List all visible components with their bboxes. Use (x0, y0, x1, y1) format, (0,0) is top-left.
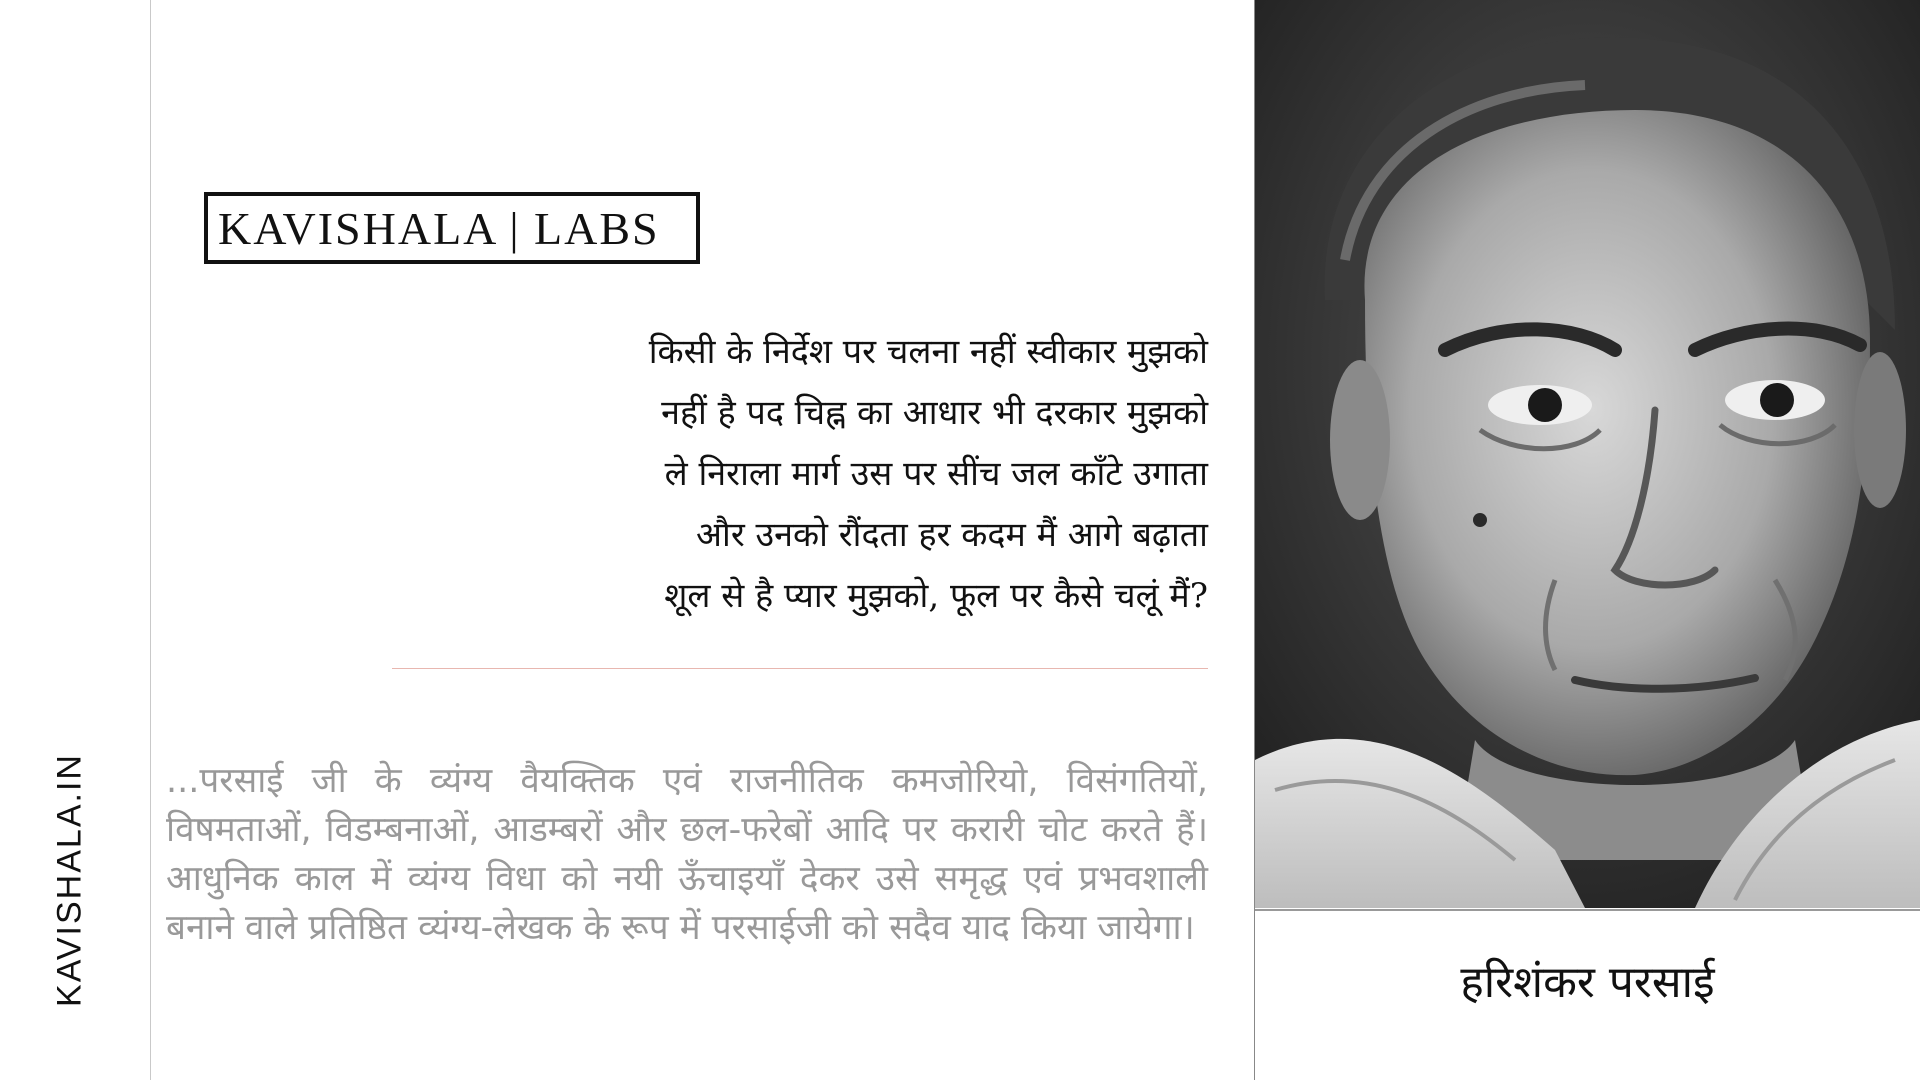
brand-logo-text: KAVISHALA | LABS (218, 202, 660, 254)
portrait-photo (1255, 0, 1920, 908)
portrait-illustration (1255, 0, 1920, 908)
poem-line: और उनको रौंदता हर कदम मैं आगे बढ़ाता (696, 515, 1208, 555)
site-url-vertical[interactable]: KAVISHALA.IN (50, 753, 89, 1007)
brand-logo[interactable] (204, 192, 700, 264)
section-divider (392, 668, 1208, 669)
portrait-caption: हरिशंकर परसाई (1460, 957, 1715, 1008)
left-vertical-rule (150, 0, 151, 1080)
poem-line: ले निराला मार्ग उस पर सींच जल काँटे उगाता (664, 454, 1208, 494)
poem-line: नहीं है पद चिह्न का आधार भी दरकार मुझको (661, 393, 1208, 433)
poem-line: शूल से है प्यार मुझको, फूल पर कैसे चलूं मैं? (664, 576, 1208, 616)
poem-line: किसी के निर्देश पर चलना नहीं स्वीकार मुझको (648, 332, 1208, 372)
author-description: ...परसाई जी के व्यंग्य वैयक्तिक एवं राजनीतिक कमजोरियो, विसंगतियों, विषमताओं, विडम्बनाओं, आडम्बरों और छल-फरेबों आदि पर करारी चोट करते हैं। आधुनिक काल में व्यंग्य विधा को नयी ऊँचाइयाँ देकर उसे समृद्ध एवं प्रभवशाली बनाने वाले प्रतिष्ठित व्यंग्य-लेखक के रूप में परसाईजी को सदैव याद किया जायेगा। (166, 761, 1208, 948)
poem-stanza (400, 322, 1208, 627)
caption-divider (1255, 909, 1920, 911)
